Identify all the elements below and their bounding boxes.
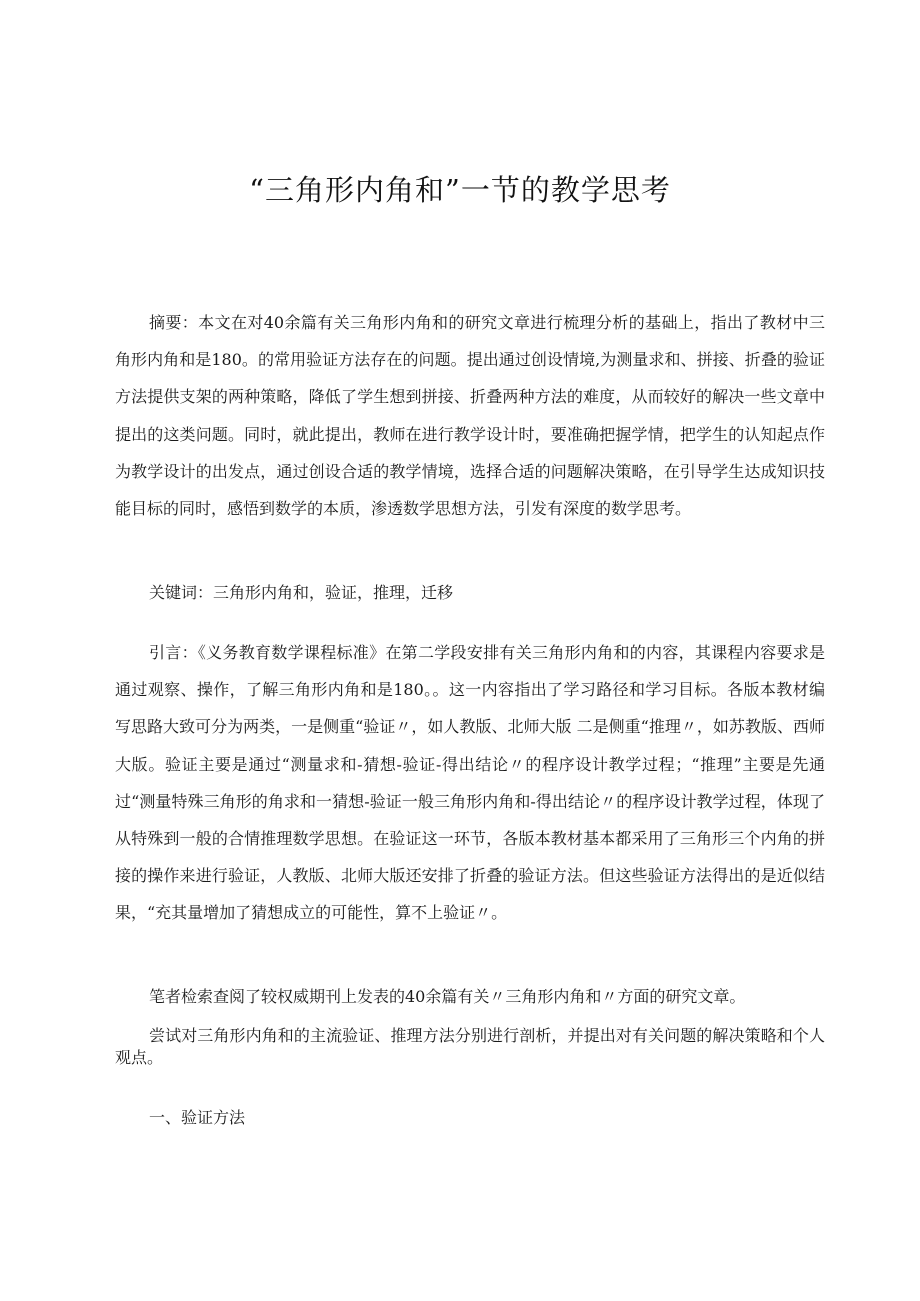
attempt-paragraph: 尝试对三角形内角和的主流验证、推理方法分别进行剖析，并提出对有关问题的解决策略和个人观点。 <box>115 1026 825 1067</box>
keywords-paragraph: 关键词：三角形内角和，验证，推理，迁移 <box>149 583 454 602</box>
section-heading: 一、验证方法 <box>149 1108 246 1127</box>
abstract-paragraph: 摘要：本文在对40余篇有关三角形内角和的研究文章进行梳理分析的基础上，指出了教材中三角形内角和是180。的常用验证方法存在的问题。提出通过创设情境,为测量求和、拼接、折叠的验证方法提供支架的两种策略，降低了学生想到拼接、折叠两种方法的难度，从而较好的解决一些文章中提出的这类问题。同时，就此提出，教师在进行教学设计时，要准确把握学情，把学生的认知起点作为教学设计的出发点，通过创设合适的教学情境，选择合适的问题解决策略，在引导学生达成知识技能目标的同时，感悟到数学的本质，渗透数学思想方法，引发有深度的数学思考。 <box>115 313 825 519</box>
document-title: “三角形内角和”一节的教学思考 <box>249 173 671 207</box>
introduction-paragraph: 引言：《义务教育数学课程标准》在第二学段安排有关三角形内角和的内容，其课程内容要求是 通过观察、操作，了解三角形内角和是180。。这一内容指出了学习路径和学习目标。各版本教材编写思路大致可分为两类，一是侧重“验证〃，如人教版、北师大版 二是侧重“推理〃，如苏教版、西师大版。验证主要是通过“测量求和-猜想-验证-得出结论〃的程序设计教学过程；“推理”主要是先通过“测量特殊三角形的角求和一猜想-验证一般三角形内角和-得出结论〃的程序设计教学过程，体现了从特殊到一般的合情推理数学思想。在验证这一环节，各版本教材基本都采用了三角形三个内角的拼接的操作来进行验证，人教版、北师大版还安排了折叠的验证方法。但这些验证方法得出的是近似结果，“充其量增加了猜想成立的可能性，算不上验证〃。 <box>115 643 825 923</box>
literature-search-paragraph: 笔者检索查阅了较权威期刊上发表的40余篇有关〃三角形内角和〃方面的研究文章。 <box>149 987 746 1006</box>
